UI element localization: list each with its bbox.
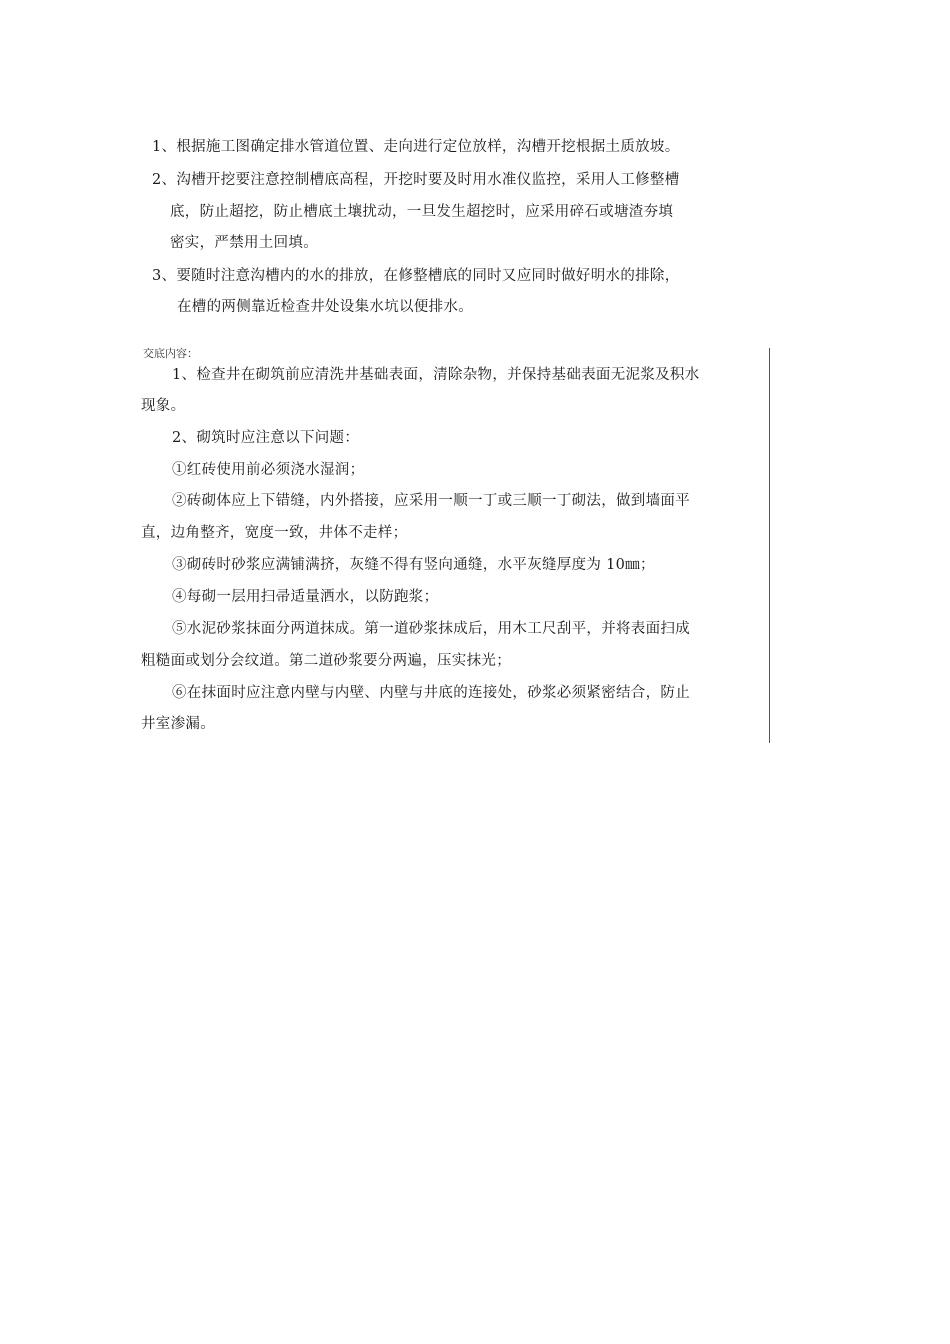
- trench-item-2-cont: 密实，严禁用土回填。: [170, 235, 318, 251]
- trench-item-2-cont: 底，防止超挖，防止槽底土壤扰动，一旦发生超挖时，应采用碎石或塘渣夯填: [170, 204, 674, 220]
- disclosure-subitem-5: ⑤水泥砂浆抹面分两道抹成。第一道砂浆抹成后，用木工尺刮平，并将表面扫成: [172, 621, 690, 637]
- trench-item-3: 3、要随时注意沟槽内的水的排放，在修整槽底的同时又应同时做好明水的排除，: [152, 268, 680, 284]
- disclosure-subitem-2-cont: 直，边角整齐，宽度一致，井体不走样；: [141, 525, 408, 541]
- disclosure-item-1: 1、检查井在砌筑前应清洗井基础表面，清除杂物，并保持基础表面无泥浆及积水: [172, 367, 700, 383]
- trench-item-1: 1、根据施工图确定排水管道位置、走向进行定位放样，沟槽开挖根据土质放坡。: [152, 139, 680, 155]
- disclosure-item-1-cont: 现象。: [141, 398, 186, 414]
- disclosure-subitem-3: ③砌砖时砂浆应满铺满挤，灰缝不得有竖向通缝，水平灰缝厚度为 10㎜；: [172, 557, 655, 573]
- trench-item-2: 2、沟槽开挖要注意控制槽底高程，开挖时要及时用水准仪监控，采用人工修整槽: [152, 172, 680, 188]
- disclosure-subitem-4: ④每砌一层用扫帚适量洒水，以防跑浆；: [172, 589, 439, 605]
- disclosure-item-2: 2、砌筑时应注意以下问题：: [172, 430, 360, 446]
- disclosure-subitem-6: ⑥在抹面时应注意内壁与内壁、内壁与井底的连接处，砂浆必须紧密结合，防止: [172, 685, 690, 701]
- disclosure-label: 交底内容：: [143, 347, 198, 360]
- disclosure-subitem-5-cont: 粗糙面或划分会纹道。第二道砂浆要分两遍，压实抹光；: [141, 653, 511, 669]
- disclosure-subitem-6-cont: 井室渗漏。: [141, 716, 215, 732]
- disclosure-subitem-1: ①红砖使用前必须浇水湿润；: [172, 462, 365, 478]
- disclosure-subitem-2: ②砖砌体应上下错缝，内外搭接，应采用一顺一丁或三顺一丁砌法，做到墙面平: [172, 493, 690, 509]
- trench-item-3-cont: 在槽的两侧靠近检查井处设集水坑以便排水。: [177, 299, 473, 315]
- table-border-right: [769, 348, 770, 743]
